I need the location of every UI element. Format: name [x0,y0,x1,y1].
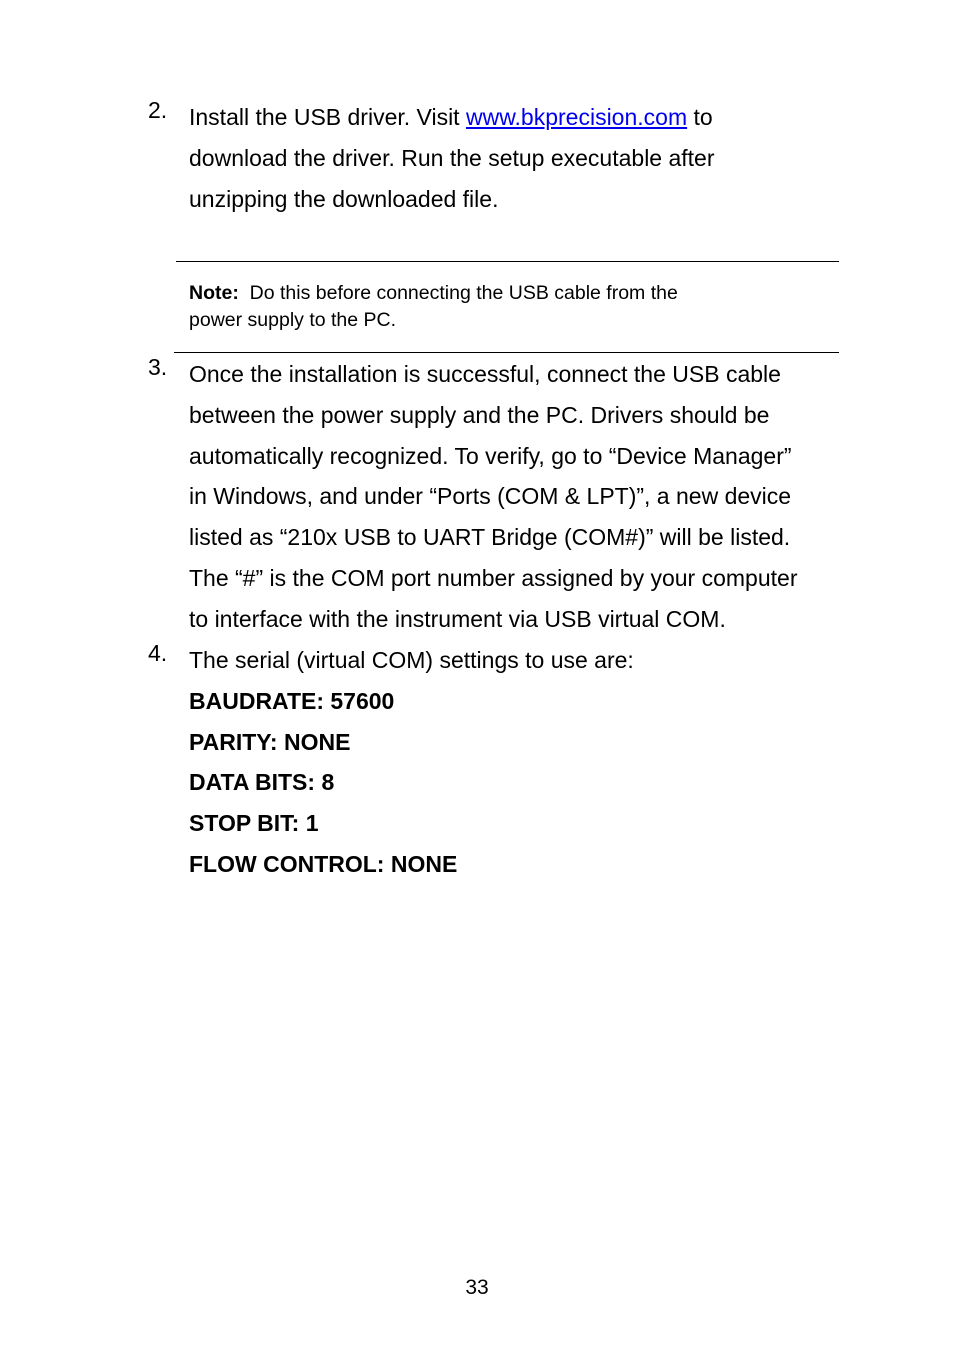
note-label: Note: [189,282,239,304]
note-top-rule [176,261,839,262]
setting-flow-control: FLOW CONTROL: NONE [189,850,458,877]
step-4-number: 4. [148,640,168,666]
step-4-text [189,640,869,885]
step-2-line-1 [189,97,869,138]
setting-stop-bit: STOP BIT: 1 [189,810,319,837]
page-number: 33 [465,1276,489,1299]
step-3-line: between the power supply and the PC. Drivers should be [189,401,770,428]
bkprecision-link[interactable]: www.bkprecision.com [465,104,688,130]
step-3-line: to interface with the instrument via USB virtual COM. [189,605,726,632]
step-2-text [189,97,869,219]
step-4-intro: The serial (virtual COM) settings to use are: [189,647,634,673]
step-2-number: 2. [148,97,168,123]
note-line-2: power supply to the PC. [189,309,397,331]
step-2-part-1: Install the USB driver. Visit [189,104,466,130]
note-text-1: Do this before connecting the USB cable from the [238,282,678,304]
step-3-number: 3. [148,354,168,380]
step-2-line-3: unzipping the downloaded file. [189,185,499,212]
setting-parity: PARITY: NONE [189,728,351,755]
step-3-text [189,354,869,640]
step-2-part-2: to [687,104,713,130]
step-3-line: automatically recognized. To verify, go to “Device Manager” [189,442,792,469]
setting-baudrate: BAUDRATE: 57600 [189,687,395,714]
step-3-line: in Windows, and under “Ports (COM & LPT)”, a new device [189,483,792,510]
step-3-line: The “#” is the COM port number assigned by your computer [189,564,798,591]
setting-data-bits: DATA BITS: 8 [189,769,335,796]
step-3-line: listed as “210x USB to UART Bridge (COM#)” will be listed. [189,524,791,551]
step-3-line: Once the installation is successful, connect the USB cable [189,361,781,387]
step-2-line-2: download the driver. Run the setup executable after [189,144,715,171]
note-box [189,280,829,334]
note-bottom-rule [174,352,839,353]
note-line-1 [189,280,829,307]
